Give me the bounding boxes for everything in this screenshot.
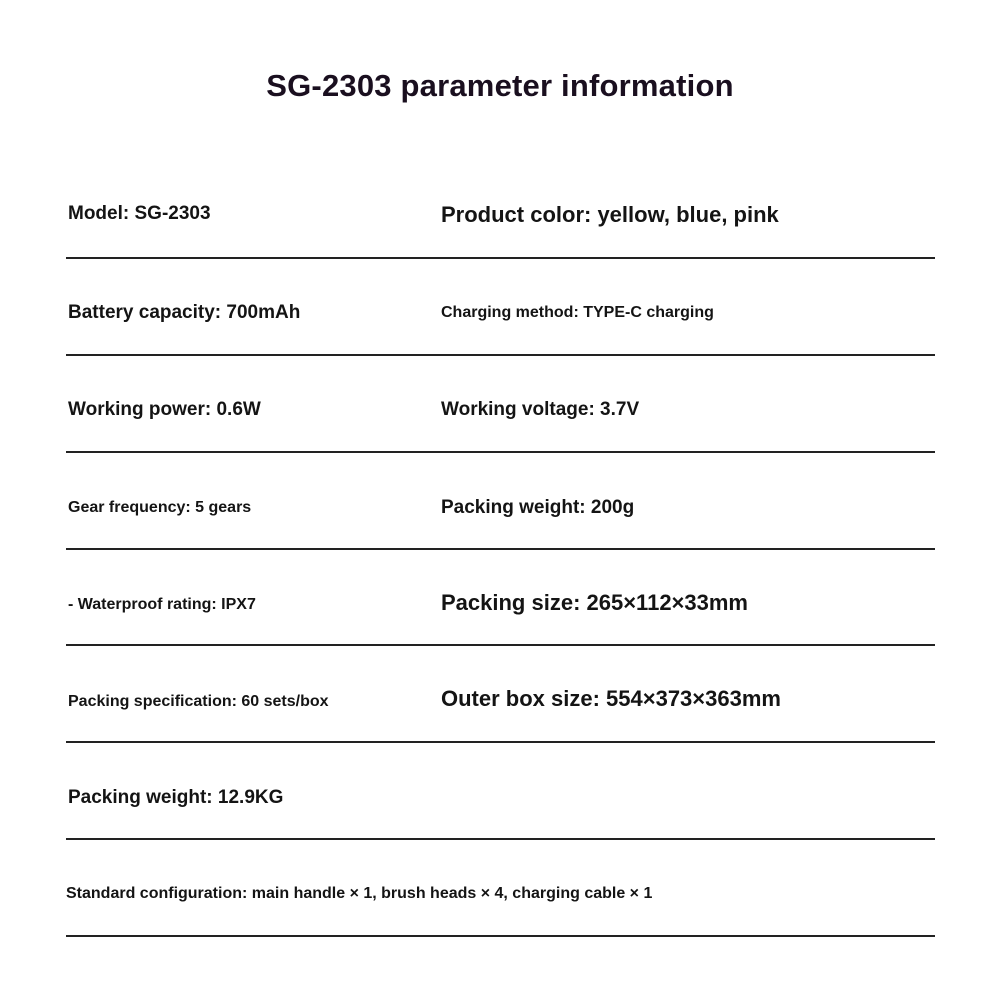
spec-row	[66, 160, 935, 257]
spec-packing-size: Packing size: 265×112×33mm	[441, 590, 748, 615]
spec-row	[66, 451, 935, 548]
divider	[66, 935, 935, 937]
spec-row	[66, 548, 935, 645]
spec-row	[66, 354, 935, 451]
spec-packing-weight-box: Packing weight: 12.9KG	[68, 787, 284, 808]
spec-row	[66, 741, 935, 838]
spec-product-color: Product color: yellow, blue, pink	[441, 202, 779, 227]
page-title: SG-2303 parameter information	[266, 68, 734, 103]
spec-battery-capacity: Battery capacity: 700mAh	[68, 302, 301, 323]
spec-packing-weight: Packing weight: 200g	[441, 497, 635, 518]
spec-packing-specification: Packing specification: 60 sets/box	[68, 693, 329, 710]
spec-working-voltage: Working voltage: 3.7V	[441, 399, 640, 420]
spec-standard-configuration: Standard configuration: main handle × 1, brush heads × 4, charging cable × 1	[66, 885, 653, 902]
spec-gear-frequency: Gear frequency: 5 gears	[68, 499, 252, 516]
spec-row	[66, 257, 935, 354]
spec-charging-method: Charging method: TYPE-C charging	[441, 304, 714, 321]
spec-waterproof-rating: - Waterproof rating: IPX7	[68, 596, 256, 613]
spec-row	[66, 838, 935, 935]
spec-outer-box-size: Outer box size: 554×373×363mm	[441, 686, 781, 711]
spec-model: Model: SG-2303	[68, 203, 211, 224]
spec-row	[66, 644, 935, 741]
spec-working-power: Working power: 0.6W	[68, 399, 261, 420]
